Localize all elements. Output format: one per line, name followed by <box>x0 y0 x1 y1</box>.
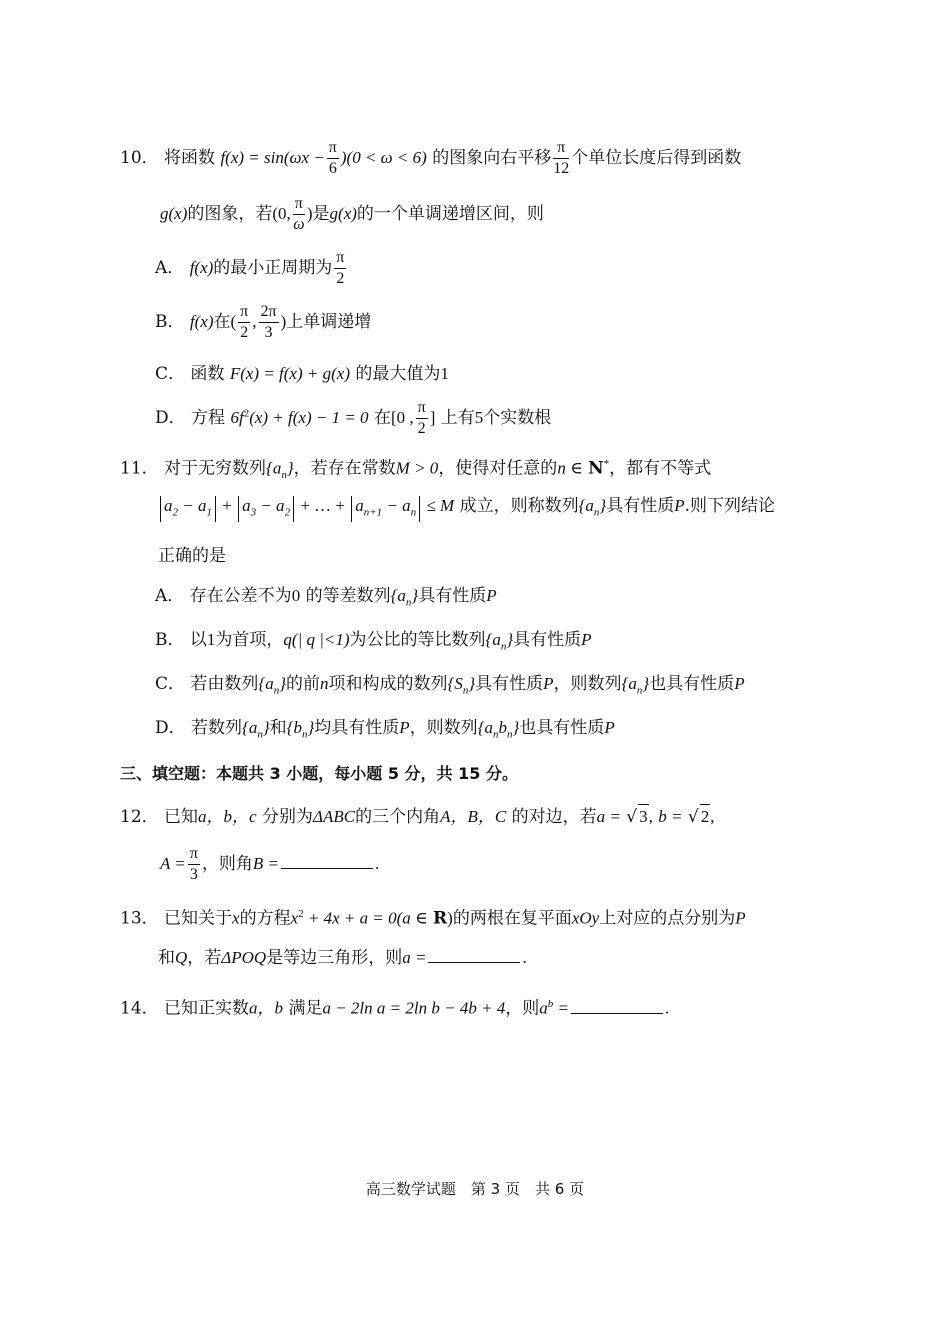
absolute-value: $a_2 - a_1$ <box>160 496 216 522</box>
q11-option-c: C． 若由数列$\{a_n\}$的前n项和构成的数列$\{S_n\}$具有性质P，则数列$\{a_n\}$也具有性质P <box>155 674 745 697</box>
fraction: $\frac{\pi}{12}$ <box>553 139 570 177</box>
q11-option-b: B． 以1为首项，q(| q |<1)为公比的等比数列$\{a_n\}$具有性质P <box>155 630 592 653</box>
question-number: 12． <box>120 807 159 827</box>
q12-line2: A = $\frac{\pi}{3}$ ，则角B = . <box>160 845 380 883</box>
fraction: $\frac{\pi}{2}$ <box>417 399 426 437</box>
fraction: $\frac{\pi}{6}$ <box>328 139 337 177</box>
fraction: $\frac{\pi}{\omega}$ <box>293 195 305 233</box>
q13-line1: 13． 已知关于x的方程$x^2 + 4x + a = 0(a$ ∈ R)的两根在复平面xOy上对应的点分别为P <box>120 908 746 929</box>
q11-option-a: A． 存在公差不为0 的等差数列$\{a_n\}$具有性质P <box>155 586 497 609</box>
q10-option-a: A． f(x)的最小正周期为 $\frac{\pi}{2}$ <box>155 249 345 287</box>
q11-line1: 11． 对于无穷数列$\{a_n\}$，若存在常数M > 0，使得对任意的n ∈ N*，都有不等式 <box>120 458 712 482</box>
q10-option-d: D． 方程 $6f^2(x) + f(x) - 1 = 0$ 在[0 , $\frac{\pi}{2}$ ] 上有5个实数根 <box>155 399 552 437</box>
q10-line2: g(x)的图象，若(0, $\frac{\pi}{\omega}$ )是g(x)的一个单调递增区间，则 <box>160 195 544 233</box>
fraction: $\frac{\pi}{2}$ <box>240 303 249 341</box>
q11-line3: 正确的是 <box>158 546 226 566</box>
q10-option-c: C． 函数 F(x) = f(x) + g(x) 的最大值为1 <box>155 364 449 384</box>
fraction: $\frac{2\pi}{3}$ <box>260 303 277 341</box>
section-heading: 三、填空题：本题共 3 小题，每小题 5 分，共 15 分。 <box>120 764 518 783</box>
fraction: $\frac{\pi}{3}$ <box>189 845 198 883</box>
question-number: 14． <box>120 998 159 1019</box>
question-number: 11． <box>120 458 159 479</box>
answer-blank[interactable] <box>428 946 520 963</box>
absolute-value: $a_{n+1} - a_n$ <box>351 496 420 522</box>
question-number: 10． <box>120 148 159 168</box>
question-number: 13． <box>120 908 159 929</box>
q12-line1: 12． 已知a，b，c 分别为ΔABC的三个内角A，B，C 的对边，若a = √ 3, b = √ 2, <box>120 804 714 829</box>
fraction: $\frac{\pi}{2}$ <box>336 249 345 287</box>
q14-line: 14． 已知正实数a，b 满足a − 2ln a = 2ln b − 4b + 4，则$a^b$ = . <box>120 998 670 1019</box>
absolute-value: $a_3 - a_2$ <box>238 496 294 522</box>
q13-line2: 和Q，若ΔPOQ是等边三角形，则a = . <box>158 948 527 968</box>
q10-option-b: B． f(x)在( $\frac{\pi}{2}$ , $\frac{2\pi}{3}$ )上单调递增 <box>155 303 372 341</box>
q11-line2: $a_2 - a_1 + a_3 - a_2$ + … + $a_{n+1} - a_n \le M$ 成立，则称数列$\{a_n\}$具有性质P.则下列结论 <box>158 494 775 524</box>
answer-blank[interactable] <box>571 997 663 1014</box>
page-footer: 高三数学试题 第 3 页 共 6 页 <box>365 1180 585 1198</box>
q10-line1: 10． 将函数 f(x) = sin(ωx − $\frac{\pi}{6}$ )(0 < ω < 6) 的图象向右平移 $\frac{\pi}{12}$ 个单位长度后得到函数 <box>120 139 742 177</box>
answer-blank[interactable] <box>281 852 373 869</box>
q11-option-d: D． 若数列$\{a_n\}$和$\{b_n\}$均具有性质P，则数列$\{a_nb_n\}$也具有性质P <box>155 718 615 741</box>
